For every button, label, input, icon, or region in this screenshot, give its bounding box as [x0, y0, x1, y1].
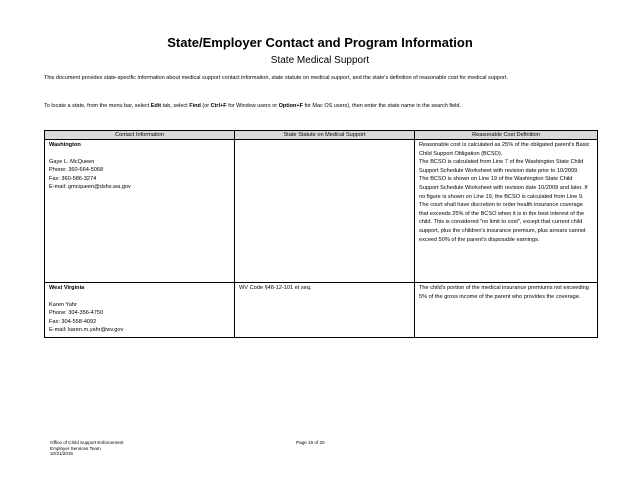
contact-fax: Fax: 360-586-3274	[49, 175, 97, 182]
instr-optionf: Option+F	[278, 103, 303, 109]
contact-name: Karen Yahr	[49, 301, 77, 308]
instr-find: Find	[189, 103, 201, 109]
table-row	[45, 283, 598, 338]
state-name: West Virginia	[49, 285, 85, 291]
statute-cell: WV Code §48-12-101 et seq.	[235, 283, 415, 338]
definition-paragraph: Reasonable cost is calculated as 25% of the obligated parent's Basic Child Support Obligation (BCSO).	[419, 142, 590, 157]
footer-office-name: Office of Child Support Enforcement	[50, 440, 124, 445]
footer-date: 10/31/2015	[50, 451, 73, 457]
definition-paragraph: The child's portion of the medical insurance premiums not exceeding 5% of the gross income of the parent who provides the coverage.	[419, 285, 589, 300]
contact-fax: Fax: 304-558-4092	[49, 318, 97, 325]
contact-name: Gaye L. McQueen	[49, 158, 95, 165]
contact-phone: Phone: 304-356-4750	[49, 310, 104, 317]
definition-paragraph: The BCSO is calculated from Line 7 of the Washington State Child Support Schedule Worksheet with revision date prior to 10/2009.	[419, 159, 584, 174]
state-name: Washington	[49, 142, 81, 148]
table-header-row	[45, 131, 598, 140]
page-number: Page 19 of 20	[296, 440, 325, 445]
page-subtitle: State Medical Support	[270, 55, 370, 66]
definition-paragraph: The court shall have discretion to order health insurance coverage that exceeds 25% of the BCSO when it is in the best interest of the child. This is considered "no limit to cost", except that current child support, plus the children's insurance premium, plus arrears cannot exceed 50% of the parent's disposable earnings.	[419, 202, 586, 243]
footer-office	[50, 440, 123, 457]
definition-cell	[415, 140, 598, 283]
definition-cell	[415, 283, 598, 338]
instr-ctrlf: Ctrl+F	[210, 103, 227, 109]
state-info-table	[44, 130, 598, 338]
contact-cell	[45, 140, 235, 283]
contact-cell	[45, 283, 235, 338]
intro-paragraph: This document provides state-specific information about medical support contact information, state statute on medical support, and the state's definition of reasonable cost for medical support.	[44, 75, 508, 81]
instructions-paragraph	[44, 102, 564, 111]
table-row	[45, 140, 598, 283]
contact-email: E-mail: karen.m.yahr@wv.gov	[49, 327, 124, 334]
instr-text-2: tab, select	[161, 103, 190, 109]
instr-edit: Edit	[150, 103, 162, 109]
instr-text-1: To locate a state, from the menu bar, select	[44, 103, 151, 109]
instr-text-4: for Window users or	[226, 103, 279, 109]
header-definition: Reasonable Cost Definition	[415, 131, 598, 140]
header-contact: Contact Information	[45, 131, 235, 140]
instr-text-5: for Mac OS users), then enter the state name in the search field.	[302, 103, 461, 109]
header-statute: State Statute on Medical Support	[235, 131, 415, 140]
statute-cell	[235, 140, 415, 283]
definition-paragraph: The BCSO is shown on Line 19 of the Washington State Child Support Schedule Worksheet with revision date 10/2009 and later. If no figure is shown on Line 19, the BCSO is calculated from Line 9.	[419, 176, 588, 200]
contact-email: E-mail: gmcqueen@dshs.wa.gov	[49, 184, 131, 191]
footer-team: Employer Services Team	[50, 445, 101, 451]
contact-phone: Phone: 360-664-5068	[49, 167, 104, 174]
instr-text-3: (or	[200, 103, 211, 109]
page-title: State/Employer Contact and Program Information	[167, 35, 473, 50]
